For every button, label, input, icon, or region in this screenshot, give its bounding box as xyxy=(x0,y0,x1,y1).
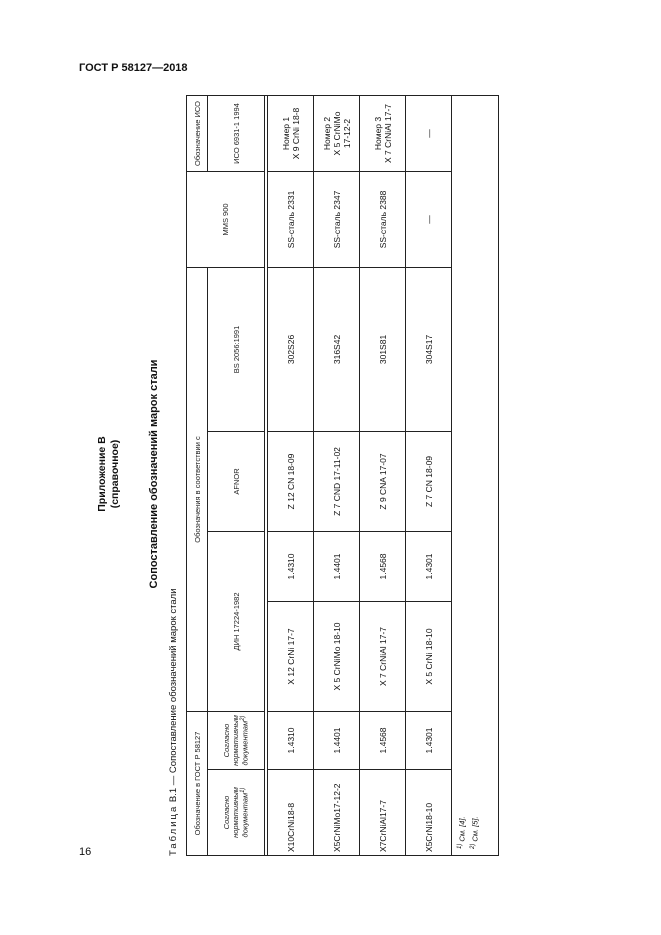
appendix-heading xyxy=(96,84,122,864)
cell-din-b: 1.4401 xyxy=(314,531,360,601)
header-col1: Согласно нормативным документам$^{1)}$ xyxy=(208,770,265,856)
cell-c2: 1.4301 xyxy=(406,711,452,769)
cell-din-b: 1.4301 xyxy=(406,531,452,601)
steel-grades-table xyxy=(186,95,499,856)
cell-iso: — xyxy=(406,95,452,171)
table-caption xyxy=(168,588,179,856)
appendix-title: Приложение В xyxy=(96,436,108,512)
appendix-subtitle: (справочное) xyxy=(109,439,121,509)
cell-c2: 1.4568 xyxy=(360,711,406,769)
cell-din-a: X 7 CrNiAl 17-7 xyxy=(360,601,406,711)
cell-din-a: X 5 CrNiMo 18-10 xyxy=(314,601,360,711)
cell-bs: 304S17 xyxy=(406,267,452,431)
cell-bs: 302S26 xyxy=(268,267,314,431)
header-gost: Обозначение в ГОСТ Р 58127 xyxy=(187,711,208,855)
cell-din-b: 1.4310 xyxy=(268,531,314,601)
header-mms: MMS 900 xyxy=(187,171,265,267)
cell-c1: X10CrNi18-8 xyxy=(268,770,314,856)
cell-iso: Номер 1 X 9 CrNi 18-8 xyxy=(268,95,314,171)
rotated-page-content xyxy=(96,84,479,864)
table-footnote-row xyxy=(452,95,499,855)
footnote-1: $^{1)}$ См. [4]. xyxy=(457,816,467,849)
cell-afnor: Z 7 CN 18-09 xyxy=(406,431,452,531)
table-caption-text: В.1 — Сопоставление обозначений марок стали xyxy=(168,588,179,803)
cell-mms: SS-сталь 2388 xyxy=(360,171,406,267)
cell-afnor: Z 9 CNA 17-07 xyxy=(360,431,406,531)
header-match: Обозначения в соответствии с xyxy=(187,267,208,711)
table-row xyxy=(360,95,406,855)
header-iso-group: Обозначение ИСО xyxy=(187,95,208,171)
table-row xyxy=(406,95,452,855)
page-number: 16 xyxy=(79,846,92,858)
table-footnotes xyxy=(452,95,499,855)
cell-afnor: Z 7 CND 17-11-02 xyxy=(314,431,360,531)
cell-mms: SS-сталь 2331 xyxy=(268,171,314,267)
table-caption-label: Таблица xyxy=(168,804,179,856)
header-col2: Согласно нормативным документам$^{2)}$ xyxy=(208,711,265,769)
cell-c2: 1.4310 xyxy=(268,711,314,769)
cell-c1: X7CrNiAl17-7 xyxy=(360,770,406,856)
cell-bs: 301S81 xyxy=(360,267,406,431)
document-header: ГОСТ Р 58127—2018 xyxy=(79,62,188,74)
cell-din-b: 1.4568 xyxy=(360,531,406,601)
table-group-header-row xyxy=(187,95,208,855)
table-row xyxy=(314,95,360,855)
cell-c2: 1.4401 xyxy=(314,711,360,769)
table-row xyxy=(268,95,314,855)
footnote-2: $^{2)}$ См. [5]. xyxy=(469,816,479,849)
cell-c1: X5CrNiMo17-12-2 xyxy=(314,770,360,856)
cell-iso: Номер 3 X 7 CrNiAl 17-7 xyxy=(360,95,406,171)
section-title: Сопоставление обозначений марок стали xyxy=(148,359,160,589)
header-afnor: AFNOR xyxy=(208,431,265,531)
cell-iso: Номер 2 X 5 CrNiMo 17-12-2 xyxy=(314,95,360,171)
header-bs: BS 2056:1991 xyxy=(208,267,265,431)
cell-din-a: X 12 CrNi 17-7 xyxy=(268,601,314,711)
cell-din-a: X 5 CrNi 18-10 xyxy=(406,601,452,711)
cell-bs: 316S42 xyxy=(314,267,360,431)
cell-c1: X5CrNi18-10 xyxy=(406,770,452,856)
cell-afnor: Z 12 CN 18-09 xyxy=(268,431,314,531)
cell-mms: SS-сталь 2347 xyxy=(314,171,360,267)
header-din: ДИН 17224-1982 xyxy=(208,531,265,711)
header-iso: ИСО 6931-1 1994 xyxy=(208,95,265,171)
cell-mms: — xyxy=(406,171,452,267)
